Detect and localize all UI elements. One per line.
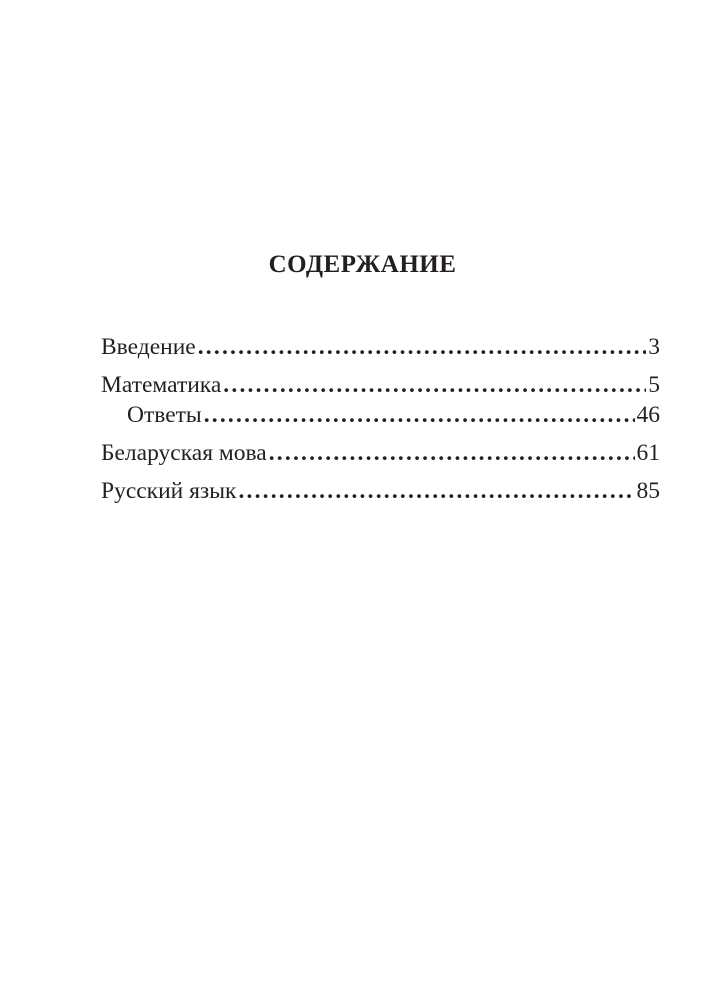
toc-entry-label: Введение [101,334,196,360]
dot-leader [223,370,646,400]
toc-entry-label: Беларуская мова [101,440,267,466]
toc-entry-belarusian [101,438,660,468]
dot-leader [269,438,635,468]
toc-entry-page: 85 [636,478,660,504]
toc-entry-russian [101,476,660,506]
toc-entry-page: 5 [648,372,660,398]
toc-entry-label: Математика [101,372,222,398]
toc-entry-label: Русский язык [101,478,237,504]
dot-leader [238,476,634,506]
toc-entry-label: Ответы [127,402,202,428]
toc-entry-introduction [101,332,660,362]
dot-leader [204,400,635,430]
toc-entry-page: 3 [648,334,660,360]
dot-leader [198,332,647,362]
page-title: СОДЕРЖАНИЕ [268,251,457,278]
table-of-contents [101,332,660,506]
toc-entry-answers [101,400,660,430]
toc-entry-page: 46 [636,402,660,428]
toc-entry-mathematics [101,370,660,400]
toc-entry-page: 61 [636,440,660,466]
